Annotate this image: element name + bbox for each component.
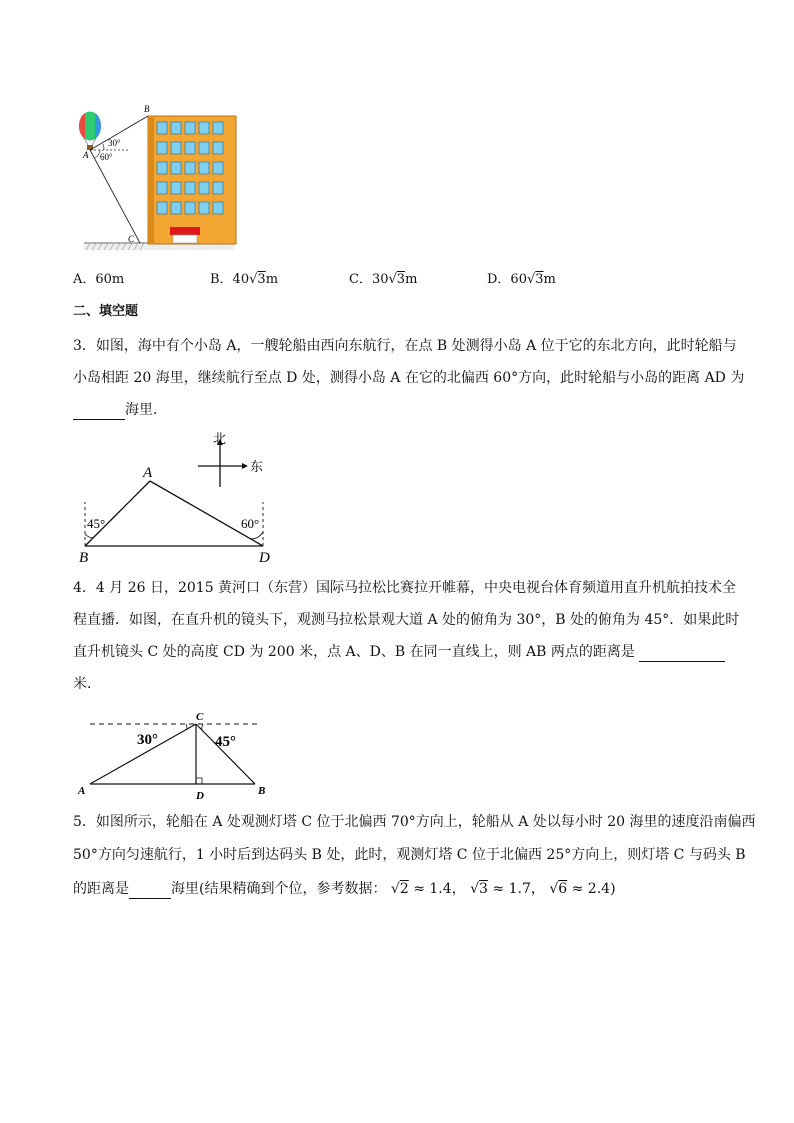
sqrt-symbol: √ [249, 272, 258, 287]
option-c [349, 270, 417, 290]
q5-line3: 的距离是 海里(结果精确到个位，参考数据： √2 ≈ 1.4， √3 ≈ 1.7， √6 ≈ 2.4) [73, 881, 616, 897]
ref-sqrt3-radicand: 3 [479, 881, 488, 897]
q3-line2: 小岛相距 20 海里，继续航行至点 D 处，测得小岛 A 在它的北偏西 60°方向，此时轮船与小岛的距离 AD 为 [73, 370, 745, 386]
ref-sqrt6-value: ≈ 2.4 [571, 881, 611, 897]
option-b-label: B．40 [210, 272, 250, 287]
option-c-unit: m [405, 272, 418, 287]
ref-sqrt6-radicand: 6 [558, 881, 568, 897]
sqrt-symbol: √ [526, 272, 536, 287]
q4-line2: 程直播．如图，在直升机的镜头下，观测马拉松景观大道 A 处的俯角为 30°，B 处的俯角为 45°．如果此时 [73, 612, 740, 628]
q4-line3 [73, 642, 725, 662]
sqrt-symbol: √ [549, 881, 559, 897]
fig1-label-a: A [83, 150, 89, 160]
q5-close-paren: ) [610, 881, 616, 897]
q3-angle-60: 60° [241, 516, 260, 531]
option-d-radicand: 3 [535, 272, 544, 287]
balloon-building-figure [70, 100, 240, 255]
option-b-radicand: 3 [257, 272, 266, 287]
option-d [487, 270, 556, 290]
q4-line4: 米． [73, 676, 101, 692]
q3-label-b: B [79, 550, 89, 565]
ref-sqrt2-radicand: 2 [399, 881, 409, 897]
q4-label-c: C [196, 711, 204, 723]
q4-label-d: D [196, 790, 204, 802]
q4-label-b: B [258, 785, 266, 797]
q4-triangle-figure [75, 708, 275, 803]
section-title: 二、填空题 [73, 304, 139, 319]
ref-sqrt2-value: ≈ 1.4 [413, 881, 452, 897]
q4-label-a: A [78, 785, 86, 797]
q3-line3 [73, 400, 167, 420]
q5-line3-post: 海里(结果精确到个位，参考数据： [171, 881, 387, 897]
option-b [210, 270, 278, 290]
q3-label-a: A [143, 465, 153, 481]
q5-line3-pre: 的距离是 [73, 881, 129, 897]
option-a [73, 270, 124, 290]
option-d-unit: m [543, 272, 556, 287]
q3-triangle-figure [75, 430, 285, 565]
q5-line1: 5．如图所示，轮船在 A 处观测灯塔 C 位于北偏西 70°方向上，轮船从 A 处以每小时 20 海里的速度沿南偏西 [73, 814, 756, 830]
east-label: 东 [250, 459, 264, 474]
sqrt-symbol: √ [470, 881, 480, 897]
ref-sqrt3-value: ≈ 1.7 [492, 881, 531, 897]
option-c-radicand: 3 [396, 272, 406, 287]
sqrt-symbol: √ [388, 272, 397, 287]
q4-line3-text: 直升机镜头 C 处的高度 CD 为 200 米，点 A、D、B 在同一直线上，则 AB 两点的距离是 [73, 644, 635, 660]
q4-answer-blank[interactable] [639, 643, 725, 662]
q3-angle-45: 45° [87, 516, 106, 531]
q3-answer-blank[interactable] [73, 401, 125, 420]
q4-angle-45: 45° [215, 734, 236, 750]
q3-line3-text: 海里． [125, 402, 167, 418]
q4-line1: 4．4 月 26 日，2015 黄河口（东营）国际马拉松比赛拉开帷幕，中央电视台体育频道用直升机航拍技术全 [73, 580, 737, 596]
q5-line2: 50°方向匀速航行，1 小时后到达码头 B 处，此时，观测灯塔 C 位于北偏西 25°方向上，则灯塔 C 与码头 B [73, 847, 746, 863]
option-b-unit: m [265, 272, 279, 287]
north-label: 北 [213, 431, 227, 446]
q4-angle-30: 30° [137, 732, 158, 748]
option-a-label: A．60m [73, 272, 125, 287]
q3-label-d: D [259, 550, 270, 565]
fig1-label-b: B [144, 104, 150, 114]
fig1-angle-30: 30° [108, 138, 121, 148]
q5-answer-blank[interactable] [129, 880, 171, 899]
option-c-label: C．30 [349, 272, 389, 287]
fig1-label-c: C [128, 234, 135, 244]
option-d-label: D．60 [487, 272, 527, 287]
fig1-angle-60: 60° [100, 152, 113, 162]
q3-line1: 3．如图，海中有个小岛 A，一艘轮船由西向东航行，在点 B 处测得小岛 A 位于它的东北方向，此时轮船与 [73, 338, 737, 354]
sqrt-symbol: √ [390, 881, 400, 897]
